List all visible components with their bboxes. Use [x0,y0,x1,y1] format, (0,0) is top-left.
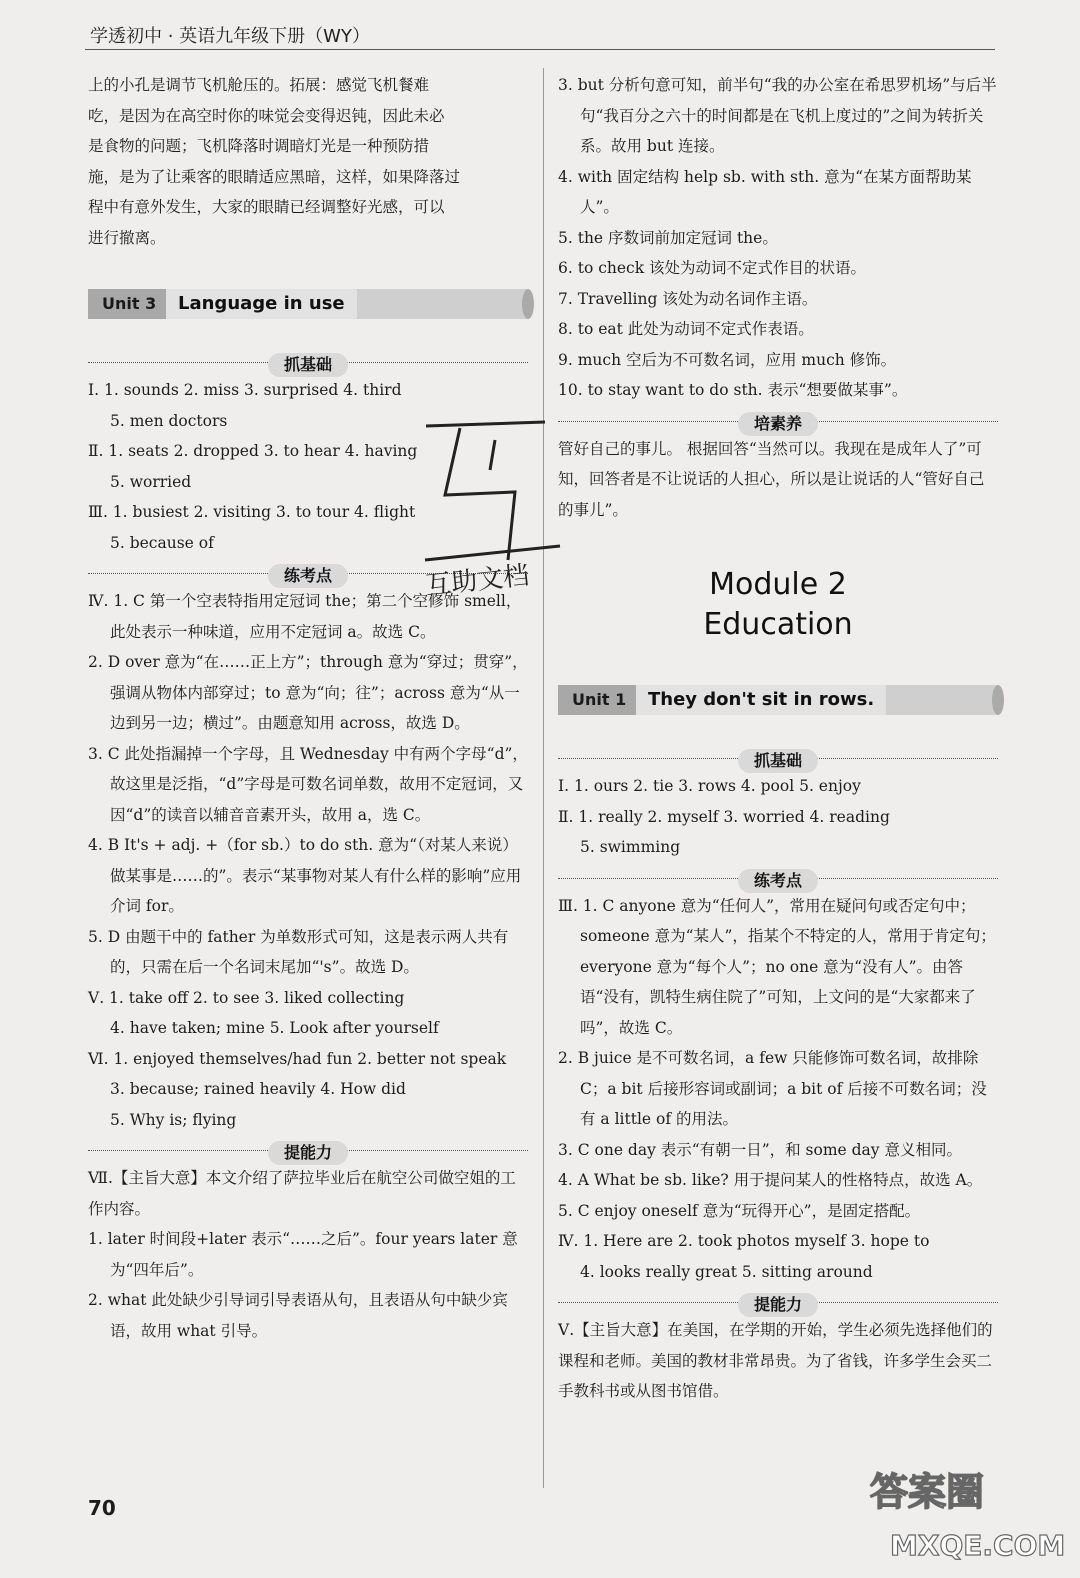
explanation: 7. Travelling 该处为动名词作主语。 [558,289,818,308]
banner-end-cap [522,289,534,319]
section-heading: 抓基础 [558,745,998,771]
explanation: 5. C enjoy oneself 意为“玩得开心”，是固定搭配。 [558,1201,921,1220]
svg-text:MXQE.COM: MXQE.COM [890,1529,1066,1562]
section-heading: 练考点 [88,560,528,586]
right-column [558,70,998,1407]
explanation: 2. D over 意为“在……正上方”；through 意为“穿过；贯穿”，强调从物体内部穿过；to 意为“向；往”；across 意为“从一边到另一边；横过”。由题意知用 across，故选 D。 [88,653,528,732]
module-number: Module 2 [709,567,847,602]
explanation: 6. to check 该处为动词不定式作目的状语。 [558,259,867,277]
explanation: 4. B It's + adj. +（for sb.）to do sth. 意为“（对某人来说）做某事是……的”。表示“某事物对某人有什么样的影响”应用介词 for。 [88,836,522,915]
module-heading [558,565,998,645]
answer-line: 5. men doctors [110,411,228,430]
answer-line: Ⅴ. 1. take off 2. to see 3. liked collecting [88,988,405,1007]
running-header: 学透初中 · 英语九年级下册（WY） [90,26,370,47]
explanation: 1. later 时间段+later 表示“……之后”。four years later 意为“四年后”。 [88,1230,518,1279]
answer-line: Ⅱ. 1. seats 2. dropped 3. to hear 4. having [88,442,418,460]
left-column [88,70,531,1346]
explanation: 8. to eat 此处为动词不定式作表语。 [558,320,814,338]
answer-line: 5. swimming [580,838,681,856]
answer-line: Ⅵ. 1. enjoyed themselves/had fun 2. better not speak [88,1049,507,1068]
unit-title: Language in use [166,289,357,319]
explanation: Ⅳ. 1. C 第一个空表特指用定冠词 the；第二个空修饰 smell，此处表示一种味道，应用不定冠词 a。故选 C。 [88,592,522,641]
answer-line: Ⅳ. 1. Here are 2. took photos myself 3. hope to [558,1232,930,1250]
section-heading: 提能力 [88,1137,528,1163]
explanation: 4. A What be sb. like? 用于提问某人的性格特点，故选 A。 [558,1171,983,1189]
explanation: 2. B juice 是不可数名词，a few 只能修饰可数名词，故排除 C；a bit 后接形容词或副词；a bit of 后接不可数名词；没有 a little of 的用法。 [558,1049,987,1128]
column-divider [543,68,544,1488]
header-rule [85,49,995,50]
explanation: 3. C one day 表示“有朝一日”，和 some day 意义相同。 [558,1140,962,1159]
answer-line: 5. because of [110,533,214,552]
section-heading: 提能力 [558,1289,998,1315]
explanation: 5. the 序数词前加定冠词 the。 [558,228,778,247]
section-heading: 练考点 [558,865,998,891]
answer-line: Ⅲ. 1. busiest 2. visiting 3. to tour 4. flight [88,503,416,521]
answer-line: 4. have taken; mine 5. Look after yourself [110,1019,439,1037]
explanation: 10. to stay want to do sth. 表示“想要做某事”。 [558,381,908,399]
unit-badge: Unit 1 [558,685,636,715]
explanation: 9. much 空后为不可数名词，应用 much 修饰。 [558,350,897,369]
explanation: Ⅴ.【主旨大意】在美国，在学期的开始，学生必须先选择他们的课程和老师。美国的教材非常昂贵。为了省钱，许多学生会买二手教科书或从图书馆借。 [558,1321,993,1400]
intro-line: 是食物的问题；飞机降落时调暗灯光是一种预防措 [88,137,430,155]
answer-line: Ⅰ. 1. ours 2. tie 3. rows 4. pool 5. enjoy [558,777,861,795]
explanation: 3. C 此处指漏掉一个字母，且 Wednesday 中有两个字母“d”，故这里是泛指，“d”字母是可数名词单数，故用不定冠词，又因“d”的读音以辅音音素开头，故用 a，选 C。 [88,744,528,824]
answer-line: 5. worried [110,472,192,491]
explanation: 2. what 此处缺少引导词引导表语从句，且表语从句中缺少宾语，故用 what 引导。 [88,1291,508,1340]
answer-line: Ⅱ. 1. really 2. myself 3. worried 4. reading [558,807,890,826]
unit-title: They don't sit in rows. [636,685,886,715]
answer-line: 4. looks really great 5. sitting around [580,1262,873,1281]
intro-line: 进行撤离。 [88,228,166,247]
module-title: Education [703,607,853,642]
explanation: Ⅲ. 1. C anyone 意为“任何人”，常用在疑问句或否定句中；someone 意为“某人”，指某个不特定的人，常用于肯定句；everyone 意为“每个人”；no one 意为“没有人”。由答语“没有，凯特生病住院了”可知，上文问的是“大家都来了吗”，故选 C。 [558,896,996,1037]
explanation: 管好自己的事儿。 根据回答“当然可以。我现在是成年人了”可知，回答者是不让说话的人担心，所以是让说话的人“管好自己的事儿”。 [558,439,985,519]
unit-banner [558,685,998,715]
explanation: 4. with 固定结构 help sb. with sth. 意为“在某方面帮助某人”。 [558,167,972,216]
section-heading: 培素养 [558,408,998,434]
answer-line: 3. because; rained heavily 4. How did [110,1080,406,1098]
explanation: Ⅶ.【主旨大意】本文介绍了萨拉毕业后在航空公司做空姐的工作内容。 [88,1169,516,1218]
answer-line: Ⅰ. 1. sounds 2. miss 3. surprised 4. third [88,381,402,399]
explanation: 5. D 由题干中的 father 为单数形式可知，这是表示两人共有的，只需在后一个名词末尾加“'s”。故选 D。 [88,927,509,976]
intro-line: 吃，是因为在高空时你的味觉会变得迟钝，因此未必 [88,106,445,125]
unit-badge: Unit 3 [88,289,166,319]
explanation: 3. but 分析句意可知，前半句“我的办公室在希思罗机场”与后半句“我百分之六十的时间都是在飞机上度过的”之间为转折关系。故用 but 连接。 [558,76,997,155]
intro-line: 施，是为了让乘客的眼睛适应黑暗，这样，如果降落过 [88,167,461,186]
unit-banner [88,289,528,319]
intro-line: 上的小孔是调节飞机舱压的。拓展：感觉飞机餐难 [88,76,430,94]
answer-site-logo [850,1460,1070,1570]
intro-line: 程中有意外发生，大家的眼睛已经调整好光感，可以 [88,198,445,216]
page-number: 70 [88,1496,116,1520]
banner-end-cap [992,685,1004,715]
watermark-text: 互助文档 [423,560,531,602]
section-heading: 抓基础 [88,349,528,375]
answer-line: 5. Why is; flying [110,1110,237,1129]
svg-text:答案圈: 答案圈 [870,1470,985,1514]
